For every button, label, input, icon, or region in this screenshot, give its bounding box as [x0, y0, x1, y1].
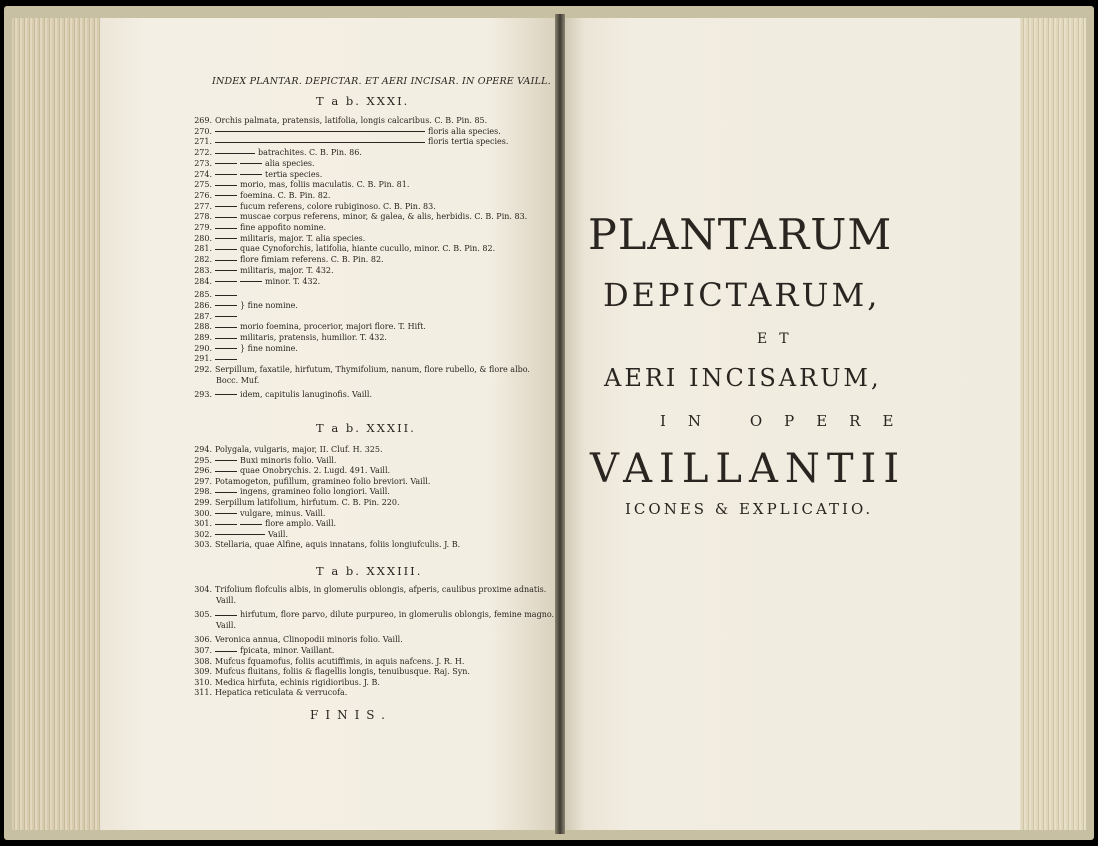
index-entry — [216, 621, 236, 631]
entry-number: 304. — [194, 585, 212, 594]
ditto-rule — [215, 615, 237, 616]
entry-text: quae Onobrychis. 2. Lugd. 491. Vaill. — [240, 466, 391, 476]
index-entry — [192, 509, 325, 519]
entry-text: idem, capitulis lanuginofis. Vaill. — [240, 389, 372, 399]
entry-text: } fine nomine. — [240, 300, 298, 310]
entry-text: foemina. C. B. Pin. 82. — [240, 190, 331, 200]
title-vaillantii: VAILLANTII — [590, 446, 907, 492]
entry-text: ingens, gramineo folio longiori. Vaill. — [240, 487, 390, 497]
index-entry — [192, 234, 365, 244]
entry-number: 281. — [194, 244, 212, 254]
title-depictarum: DEPICTARUM, — [603, 276, 881, 314]
index-entry — [192, 180, 409, 190]
entry-number: 276. — [194, 190, 212, 200]
entry-number: 292. — [194, 365, 212, 375]
entry-number: 272. — [194, 148, 212, 158]
index-entry — [192, 610, 554, 620]
book-gutter — [555, 14, 565, 834]
entry-text: flore fimiam referens. C. B. Pin. 82. — [240, 255, 384, 265]
index-entry — [192, 477, 430, 487]
ditto-rule — [215, 195, 237, 196]
index-entry — [192, 540, 460, 550]
entry-number: 287. — [194, 311, 212, 321]
ditto-rule — [215, 270, 237, 271]
entry-number: 311. — [194, 688, 212, 698]
entry-number: 308. — [194, 656, 212, 666]
index-entry — [192, 301, 298, 311]
index-entry — [192, 390, 372, 400]
entry-text: Orchis palmata, pratensis, latifolia, longis calcaribus. C. B. Pin. 85. — [215, 116, 488, 125]
title-icones-explicatio: ICONES & EXPLICATIO. — [625, 500, 874, 518]
index-entry — [192, 333, 387, 343]
index-entry — [192, 498, 400, 508]
entry-number: 295. — [194, 455, 212, 465]
entry-number: 275. — [194, 180, 212, 190]
entry-number: 302. — [194, 529, 212, 539]
ditto-rule — [215, 460, 237, 461]
entry-text: morio, mas, foliis maculatis. C. B. Pin. 81. — [240, 180, 410, 190]
index-entry — [192, 244, 495, 254]
index-entry — [192, 466, 390, 476]
index-entry — [192, 312, 240, 322]
index-entry — [192, 530, 288, 540]
index-entry — [192, 456, 336, 466]
entry-text: Polygala, vulgaris, major, II. Cluf. H. 325. — [215, 445, 383, 454]
ditto-rule — [215, 348, 237, 349]
entry-number: 300. — [194, 508, 212, 518]
entry-number: 290. — [194, 343, 212, 353]
table-heading-xxxii: T a b. XXXII. — [316, 421, 416, 435]
entry-number: 285. — [194, 290, 212, 300]
ditto-rule — [215, 394, 237, 395]
ditto-rule — [215, 217, 237, 218]
index-entry — [192, 212, 527, 222]
entry-number: 277. — [194, 201, 212, 211]
ditto-rule — [215, 316, 237, 317]
ditto-rule — [215, 492, 237, 493]
entry-text: flore amplo. Vaill. — [265, 519, 337, 529]
index-entry — [192, 277, 320, 287]
index-entry — [192, 585, 546, 595]
entry-text: Vaill. — [268, 529, 289, 539]
entry-number: 289. — [194, 333, 212, 342]
entry-text: hirfutum, flore parvo, dilute purpureo, in glomerulis oblongis, femine magno. — [240, 610, 555, 620]
entry-number: 299. — [194, 498, 212, 507]
entry-text: Mufcus fluitans, foliis & flagellis longis, tenuibusque. Raj. Syn. — [215, 667, 470, 677]
table-heading-xxxiii: T a b. XXXIII. — [316, 564, 423, 578]
entry-number: 293. — [194, 389, 212, 399]
entry-number: 309. — [194, 667, 212, 677]
entry-number: 274. — [194, 169, 212, 179]
entry-number: 271. — [194, 137, 212, 147]
entry-text: militaris, pratensis, humilior. T. 432. — [240, 333, 387, 342]
index-entry — [192, 344, 298, 354]
ditto-rule — [215, 206, 237, 207]
entry-text: Veronica annua, Clinopodii minoris folio. Vaill. — [215, 635, 403, 645]
index-entry — [192, 148, 362, 158]
entry-text: fine appofito nomine. — [240, 223, 327, 232]
title-aeri-incisarum: AERI INCISARUM, — [604, 364, 882, 392]
ditto-rule — [215, 142, 425, 143]
index-entry — [192, 290, 240, 300]
index-entry — [192, 487, 390, 497]
entry-text: militaris, major. T. 432. — [240, 265, 334, 275]
entry-text: militaris, major. T. alia species. — [240, 233, 366, 243]
entry-text: Trifolium flofculis albis, in glomerulis oblongis, afperis, caulibus proxime adnatis. — [215, 585, 547, 594]
entry-text: vulgare, minus. Vaill. — [240, 508, 326, 518]
table-heading-xxxi: T a b. XXXI. — [316, 94, 410, 108]
entry-number: 270. — [194, 126, 212, 136]
ditto-rule — [215, 359, 237, 360]
running-header: INDEX PLANTAR. DEPICTAR. ET AERI INCISAR. IN OPERE VAILL. — [212, 76, 551, 87]
ditto-rule — [215, 153, 255, 154]
ditto-rule — [215, 295, 237, 296]
entry-number: 288. — [194, 322, 212, 332]
entry-text: } fine nomine. — [240, 343, 298, 353]
entry-text: Buxi minoris folio. Vaill. — [240, 455, 337, 465]
index-entry — [192, 159, 315, 169]
ditto-rule — [215, 228, 237, 229]
ditto-rule — [215, 131, 425, 132]
entry-number: 294. — [194, 445, 212, 454]
entry-text: floris alia species. — [428, 126, 501, 136]
entry-text: muscae corpus referens, minor, & galea, & alis, herbidis. C. B. Pin. 83. — [240, 212, 528, 222]
entry-number: 280. — [194, 233, 212, 243]
entry-text: Serpillum latifolium, hirfutum. C. B. Pin. 220. — [215, 498, 400, 507]
entry-text: Hepatica reticulata & verrucofa. — [215, 688, 348, 698]
ditto-rule — [240, 174, 262, 175]
ditto-rule — [215, 260, 237, 261]
ditto-rule — [215, 651, 237, 652]
ditto-rule — [215, 524, 237, 525]
title-plantarum: PLANTARUM — [588, 210, 893, 259]
entry-number: 273. — [194, 158, 212, 168]
entry-number: 291. — [194, 354, 212, 364]
ditto-rule — [215, 238, 237, 239]
entry-number: 286. — [194, 300, 212, 310]
entry-number: 296. — [194, 466, 212, 476]
index-entry — [192, 116, 487, 126]
index-entry — [192, 519, 336, 529]
entry-number: 298. — [194, 487, 212, 497]
entry-text: Potamogeton, pufillum, gramineo folio breviori. Vaill. — [215, 476, 431, 486]
index-entry — [192, 127, 501, 137]
ditto-rule — [240, 163, 262, 164]
entry-text: Stellaria, quae Alfine, aquis innatans, foliis longiufculis. J. B. — [215, 540, 461, 550]
left-page-edges — [12, 18, 104, 830]
ditto-rule — [215, 281, 237, 282]
index-entry — [192, 266, 334, 276]
entry-number: 305. — [194, 610, 212, 620]
entry-number: 283. — [194, 265, 212, 275]
entry-number: 306. — [194, 635, 212, 645]
index-entry — [192, 667, 470, 677]
entry-text: morio foemina, procerior, majori flore. T. Hift. — [240, 322, 426, 332]
entry-number: 269. — [194, 116, 212, 125]
entry-number: 282. — [194, 255, 212, 265]
entry-number: 279. — [194, 223, 212, 232]
ditto-rule — [240, 281, 262, 282]
ditto-rule — [215, 534, 265, 535]
entry-text: fpicata, minor. Vaillant. — [240, 646, 335, 655]
index-entry — [192, 657, 464, 667]
index-entry — [192, 365, 530, 375]
index-entry — [192, 191, 330, 201]
entry-text: Medica hirfuta, echinis rigidioribus. J. B. — [215, 677, 380, 687]
ditto-rule — [215, 513, 237, 514]
ditto-rule — [215, 471, 237, 472]
ditto-rule — [215, 338, 237, 339]
index-entry — [192, 445, 383, 455]
entry-text: floris tertia species. — [428, 137, 509, 147]
entry-text: batrachites. C. B. Pin. 86. — [258, 148, 362, 158]
index-entry — [192, 322, 426, 332]
ditto-rule — [215, 185, 237, 186]
entry-text: Vaill. — [216, 620, 237, 630]
entry-number: 278. — [194, 212, 212, 222]
ditto-rule — [215, 174, 237, 175]
ditto-rule — [215, 305, 237, 306]
index-entry — [216, 376, 259, 386]
index-entry — [192, 137, 508, 147]
ditto-rule — [215, 163, 237, 164]
entry-text: alia species. — [265, 158, 315, 168]
entry-number: 297. — [194, 476, 212, 486]
entry-text: minor. T. 432. — [265, 276, 321, 286]
entry-text: fucum referens, colore rubiginoso. C. B. Pin. 83. — [240, 201, 436, 211]
index-entry — [192, 688, 347, 698]
right-page-edges — [1016, 18, 1086, 830]
index-entry — [216, 596, 236, 606]
entry-text: Mufcus fquamofus, foliis acutiffimis, in aquis nafcens. J. R. H. — [215, 656, 465, 666]
index-entry — [192, 223, 326, 233]
title-et: ET — [757, 331, 801, 347]
finis: FINIS. — [310, 708, 392, 722]
entry-number: 307. — [194, 646, 212, 655]
index-entry — [192, 170, 322, 180]
title-in-opere: IN OPERE — [660, 412, 916, 430]
entry-text: quae Cynoforchis, latifolia, hiante cucullo, minor. C. B. Pin. 82. — [240, 244, 496, 254]
index-entry — [192, 646, 334, 656]
entry-number: 310. — [194, 677, 212, 687]
ditto-rule — [215, 327, 237, 328]
entry-number: 284. — [194, 276, 212, 286]
entry-text: tertia species. — [265, 169, 323, 179]
index-entry — [192, 202, 436, 212]
entry-text: Serpillum, faxatile, hirfutum, Thymifolium, nanum, flore rubello, & flore albo. — [215, 365, 530, 375]
entry-text: Bocc. Muf. — [216, 375, 260, 385]
index-entry — [192, 255, 384, 265]
index-entry — [192, 354, 240, 364]
index-entry — [192, 635, 403, 645]
ditto-rule — [215, 249, 237, 250]
ditto-rule — [240, 524, 262, 525]
entry-number: 301. — [194, 519, 212, 529]
index-entry — [192, 678, 380, 688]
entry-number: 303. — [194, 540, 212, 550]
entry-text: Vaill. — [216, 595, 237, 605]
